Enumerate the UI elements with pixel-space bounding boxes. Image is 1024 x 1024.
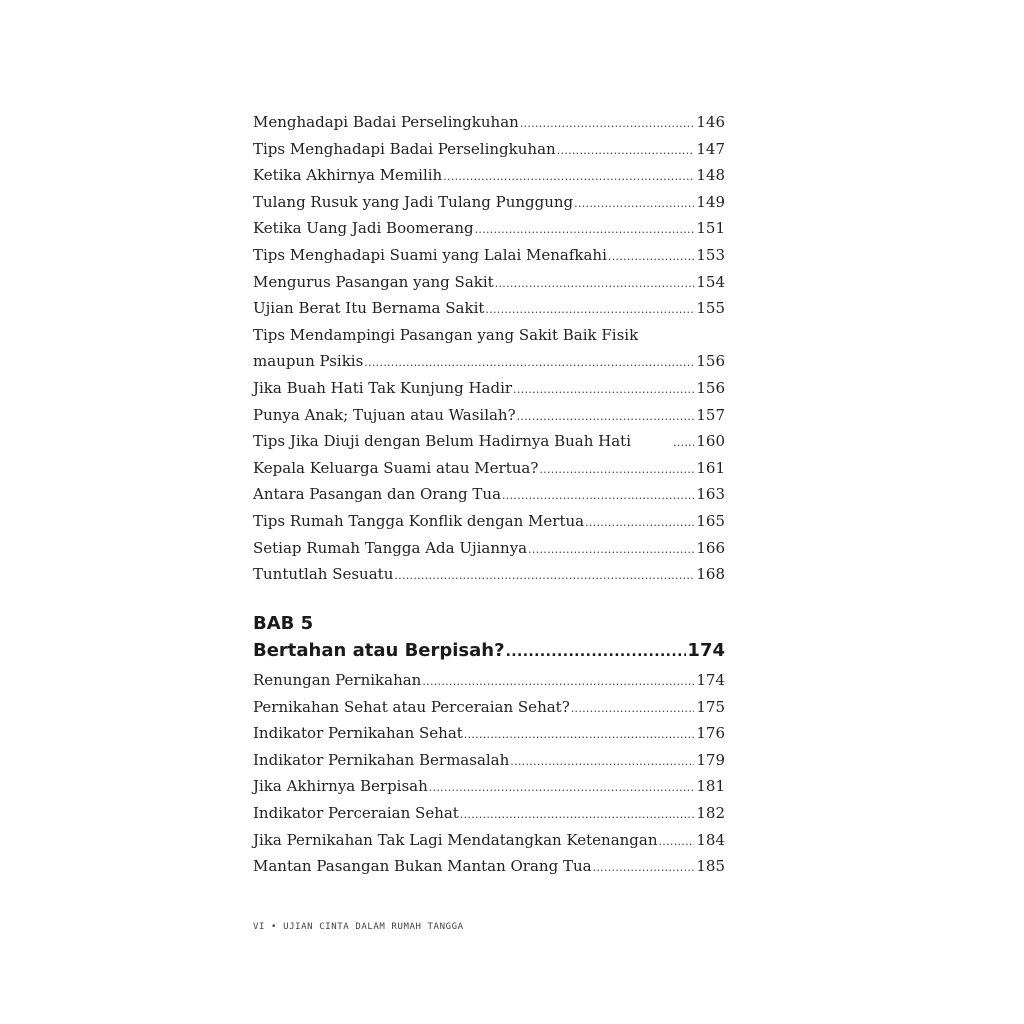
toc-entry-title: Indikator Perceraian Sehat <box>253 803 459 822</box>
toc-entry-title-line1: Tips Mendampingi Pasangan yang Sakit Baik Fisik <box>253 325 639 344</box>
toc-entry-title: Menghadapi Badai Perselingkuhan <box>253 113 519 131</box>
chapter-title: Bertahan atau Berpisah? <box>253 640 505 661</box>
toc-entry <box>253 242 725 269</box>
dot-leader <box>593 855 695 882</box>
toc-entry-title: Jika Pernikahan Tak Lagi Mendatangkan Ketenangan <box>253 830 658 849</box>
toc-entry <box>253 747 725 774</box>
toc-list-section-2 <box>253 667 725 880</box>
toc-entry <box>253 109 725 136</box>
toc-entry <box>253 481 725 508</box>
toc-entry-title: Ketika Akhirnya Memilih <box>253 166 443 185</box>
chapter-label: BAB 5 <box>253 613 314 634</box>
toc-entry-title: Setiap Rumah Tangga Ada Ujiannya <box>253 538 528 557</box>
toc-entry <box>253 402 725 429</box>
dot-leader <box>506 644 687 660</box>
toc-entry-title: Tulang Rusuk yang Jadi Tulang Punggung <box>253 192 574 211</box>
dot-leader <box>528 537 694 564</box>
toc-entry <box>253 269 725 296</box>
toc-entry <box>253 428 725 455</box>
toc-entry-title: Ketika Uang Jadi Boomerang <box>253 219 474 238</box>
toc-entry-title: Indikator Pernikahan Sehat <box>253 724 463 743</box>
chapter-title-entry <box>253 640 725 666</box>
toc-entry <box>253 800 725 827</box>
toc-entry-page: 168 <box>696 565 725 584</box>
chapter-page: 174 <box>687 640 725 661</box>
toc-entry-page: 154 <box>696 272 725 291</box>
toc-entry-title: Indikator Pernikahan Bermasalah <box>253 750 510 769</box>
toc-entry-page: 165 <box>696 511 725 530</box>
dot-leader <box>520 111 695 138</box>
toc-entry-page: 156 <box>696 352 725 371</box>
dot-leader <box>673 430 694 457</box>
dot-leader <box>364 350 694 377</box>
toc-entry-page: 163 <box>696 485 725 504</box>
toc-entry-title: Tips Menghadapi Suami yang Lalai Menafkahi <box>253 245 607 264</box>
toc-list-section-1 <box>253 109 725 588</box>
dot-leader <box>571 696 695 723</box>
toc-entry <box>253 455 725 482</box>
toc-entry-page: 148 <box>696 166 725 185</box>
dot-leader <box>585 510 694 537</box>
toc-entry-title: Kepala Keluarga Suami atau Mertua? <box>253 458 539 477</box>
toc-entry <box>253 375 725 402</box>
toc-entry-title: Jika Buah Hati Tak Kunjung Hadir <box>253 378 513 397</box>
toc-entry-page: 147 <box>696 139 725 158</box>
toc-entry <box>253 773 725 800</box>
dot-leader <box>510 749 694 776</box>
toc-entry <box>253 215 725 242</box>
toc-entry-page: 182 <box>696 803 725 822</box>
toc-entry <box>253 694 725 721</box>
toc-entry-page: 161 <box>696 458 725 477</box>
page-footer: VI • UJIAN CINTA DALAM RUMAH TANGGA <box>253 922 464 932</box>
toc-entry-page: 181 <box>696 777 725 796</box>
toc-entry-page: 166 <box>696 538 725 557</box>
dot-leader <box>539 457 694 484</box>
toc-entry-title: Jika Akhirnya Berpisah <box>253 777 428 796</box>
toc-entry <box>253 348 725 375</box>
dot-leader <box>443 164 694 191</box>
dot-leader <box>517 404 695 431</box>
toc-entry <box>253 189 725 216</box>
toc-entry-page: 179 <box>696 750 725 769</box>
toc-entry-page: 156 <box>696 378 725 397</box>
dot-leader <box>502 483 694 510</box>
dot-leader <box>608 244 694 271</box>
toc-entry-page: 174 <box>696 671 725 689</box>
toc-entry <box>253 827 725 854</box>
toc-entry-title: maupun Psikis <box>253 352 364 371</box>
toc-entry-title: Tips Menghadapi Badai Perselingkuhan <box>253 139 556 158</box>
toc-entry-page: 155 <box>696 299 725 318</box>
dot-leader <box>659 829 695 856</box>
toc-entry-title: Punya Anak; Tujuan atau Wasilah? <box>253 405 516 424</box>
toc-entry-page: 149 <box>696 192 725 211</box>
dot-leader <box>557 138 695 165</box>
toc-entry-page: 185 <box>696 857 725 876</box>
toc-entry-title: Pernikahan Sehat atau Perceraian Sehat? <box>253 697 570 716</box>
toc-entry <box>253 561 725 588</box>
dot-leader <box>485 297 694 324</box>
dot-leader <box>422 669 694 696</box>
dot-leader <box>429 775 695 802</box>
toc-entry-page: 151 <box>696 219 725 238</box>
dot-leader <box>513 377 694 404</box>
toc-entry-title: Renungan Pernikahan <box>253 671 422 689</box>
dot-leader <box>460 802 695 829</box>
dot-leader <box>464 722 695 749</box>
toc-entry-title: Mantan Pasangan Bukan Mantan Orang Tua <box>253 857 592 876</box>
toc-entry-title: Tuntutlah Sesuatu <box>253 565 394 584</box>
toc-entry-title: Tips Rumah Tangga Konflik dengan Mertua <box>253 511 585 530</box>
toc-entry <box>253 295 725 322</box>
toc-entry-page: 184 <box>696 830 725 849</box>
toc-entry <box>253 136 725 163</box>
toc-entry-page: 160 <box>696 432 725 451</box>
toc-entry <box>253 853 725 880</box>
toc-entry-title: Ujian Berat Itu Bernama Sakit <box>253 299 485 318</box>
toc-entry-page: 175 <box>696 697 725 716</box>
toc-entry-page: 153 <box>696 245 725 264</box>
toc-entry <box>253 720 725 747</box>
toc-entry-page: 176 <box>696 724 725 743</box>
toc-entry-title: Tips Jika Diuji dengan Belum Hadirnya Buah Hati <box>253 432 631 451</box>
toc-entry-title: Mengurus Pasangan yang Sakit <box>253 272 494 291</box>
dot-leader <box>495 271 695 298</box>
toc-entry <box>253 162 725 189</box>
dot-leader <box>475 217 695 244</box>
toc-entry <box>253 667 725 694</box>
toc-entry <box>253 508 725 535</box>
dot-leader <box>574 191 694 218</box>
toc-entry-title: Antara Pasangan dan Orang Tua <box>253 485 502 504</box>
dot-leader <box>394 563 694 590</box>
toc-entry-page: 157 <box>696 405 725 424</box>
toc-entry <box>253 535 725 562</box>
toc-entry-page: 146 <box>696 113 725 131</box>
